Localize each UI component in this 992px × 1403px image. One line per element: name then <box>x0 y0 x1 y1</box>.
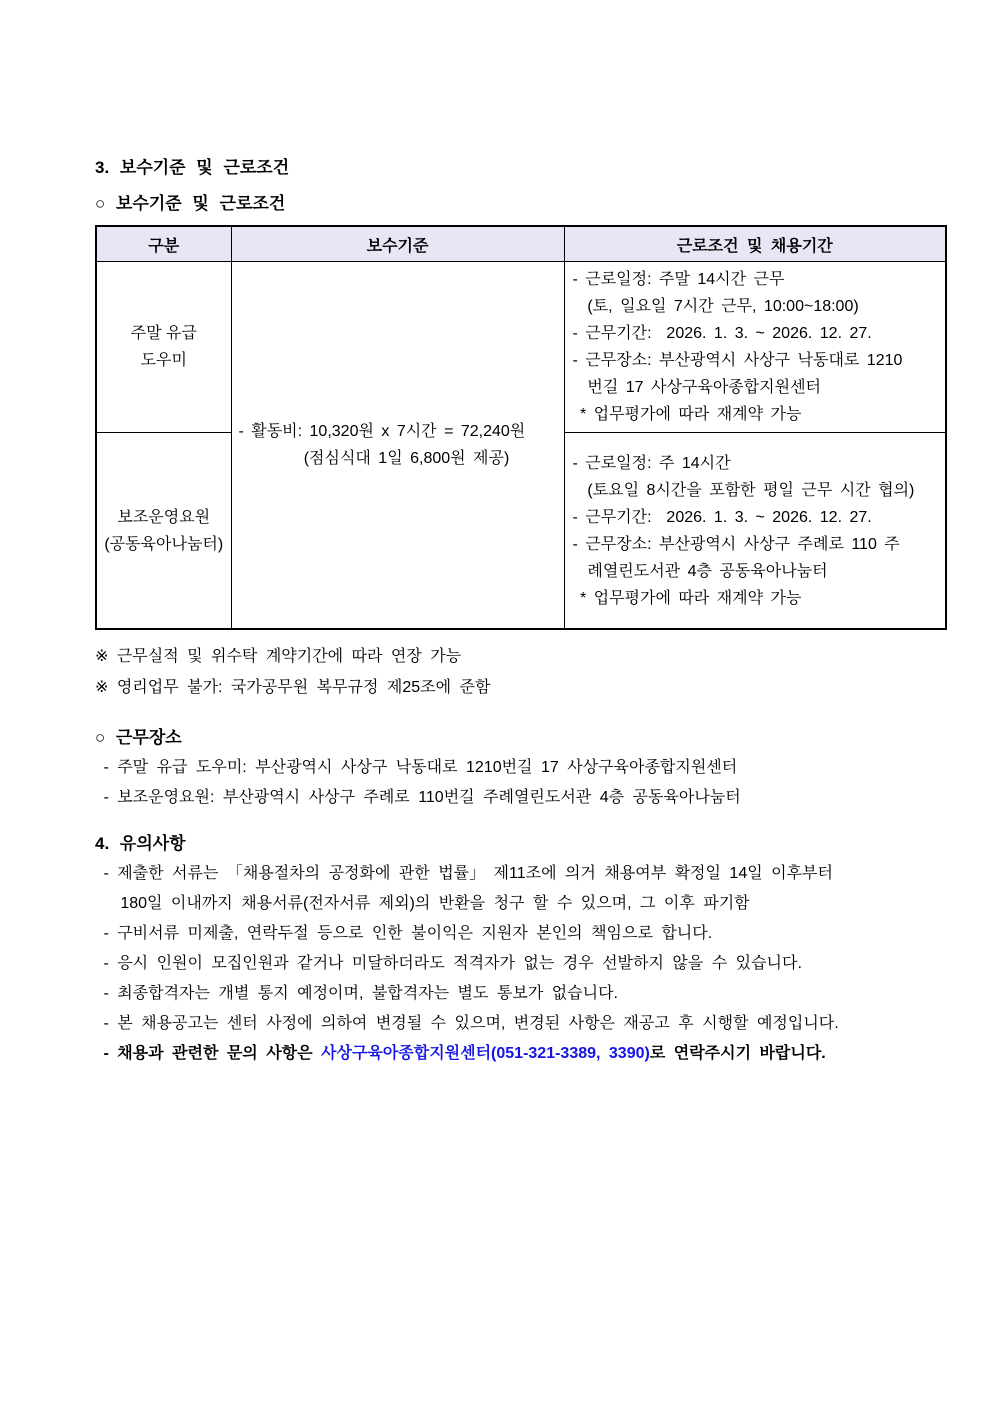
pay-standard-cell <box>231 262 564 630</box>
table-note-no-profit: ※ 영리업무 불가: 국가공무원 복무규정 제25조에 준함 <box>95 679 491 696</box>
notice-item-missing-documents: - 구비서류 미제출, 연락두절 등으로 인한 불이익은 지원자 본인의 책임으로 합니다. <box>95 925 713 942</box>
col-header-work-conditions: 근로조건 및 채용기간 <box>564 226 946 262</box>
condition-line: * 업무평가에 따라 재계약 가능 <box>572 406 802 423</box>
category-line: 도우미 <box>140 352 187 369</box>
category-cell-assistant-staff <box>96 433 231 630</box>
category-line: (공동육아나눔터) <box>104 535 224 553</box>
condition-line: (토, 일요일 7시간 근무, 10:00~18:00) <box>572 298 859 315</box>
condition-line: 례열린도서관 4층 공동육아나눔터 <box>572 562 828 580</box>
table-header-row <box>96 226 946 262</box>
section-3-heading: 3. 보수기준 및 근로조건 <box>95 158 290 177</box>
col-header-category: 구분 <box>96 226 231 262</box>
notice-item-individual-notice: - 최종합격자는 개별 통지 예정이며, 불합격자는 별도 통보가 없습니다. <box>95 985 618 1002</box>
pay-meal-allowance-line: (점심식대 1일 6,800원 제공) <box>303 450 510 467</box>
col-header-pay-standard: 보수기준 <box>231 226 564 262</box>
workplace-heading: ○ 근무장소 <box>95 728 182 747</box>
pay-conditions-subheading: ○ 보수기준 및 근로조건 <box>95 194 286 213</box>
condition-line: - 근로일정: 주말 14시간 근무 <box>572 271 785 288</box>
notice-item-no-suitable-candidate: - 응시 인원이 모집인원과 같거나 미달하더라도 적격자가 없는 경우 선발하지 않을 수 있습니다. <box>95 955 802 972</box>
condition-line: * 업무평가에 따라 재계약 가능 <box>572 589 802 607</box>
condition-line: (토요일 8시간을 포함한 평일 근무 시간 협의) <box>572 481 915 499</box>
condition-line: - 근무기간: 2026. 1. 3. ~ 2026. 12. 27. <box>572 325 872 342</box>
workplace-item-assistant-staff: - 보조운영요원: 부산광역시 사상구 주례로 110번길 주례열린도서관 4층 공동육아나눔터 <box>95 789 741 806</box>
notice-item-contact <box>95 1039 952 1069</box>
pay-amount-line: - 활동비: 10,320원 x 7시간 = 72,240원 <box>238 423 526 440</box>
table-row-weekend-helper <box>96 262 946 433</box>
conditions-cell-assistant-staff <box>564 433 946 630</box>
table-note-extension: ※ 근무실적 및 위수탁 계약기간에 따라 연장 가능 <box>95 648 462 665</box>
condition-line: 번길 17 사상구육아종합지원센터 <box>572 379 822 396</box>
condition-line: - 근무장소: 부산광역시 사상구 낙동대로 1210 <box>572 352 903 369</box>
notice-item-subject-to-change: - 본 채용공고는 센터 사정에 의하여 변경될 수 있으며, 변경된 사항은 재공고 후 시행할 예정입니다. <box>95 1015 839 1032</box>
condition-line: - 근로일정: 주 14시간 <box>572 454 731 472</box>
notice-item-document-return: - 제출한 서류는 「채용절차의 공정화에 관한 법률」 제11조에 의거 채용여부 확정일 14일 이후부터 <box>95 865 833 882</box>
condition-line: - 근무기간: 2026. 1. 3. ~ 2026. 12. 27. <box>572 508 872 526</box>
contact-prefix: - 채용과 관련한 문의 사항은 <box>95 1045 322 1062</box>
category-cell-weekend-helper <box>96 262 231 433</box>
table-notes <box>95 641 952 703</box>
pay-conditions-table <box>95 225 947 630</box>
contact-suffix: 로 연락주시기 바랍니다. <box>649 1045 826 1062</box>
category-line: 주말 유급 <box>130 325 197 342</box>
section-4-heading: 4. 유의사항 <box>95 834 186 853</box>
notice-item-document-return-cont: 180일 이내까지 채용서류(전자서류 제외)의 반환을 청구 할 수 있으며, 그 이후 파기함 <box>95 895 750 912</box>
category-line: 보조운영요원 <box>117 508 211 526</box>
condition-line: - 근무장소: 부산광역시 사상구 주례로 110 주 <box>572 535 900 553</box>
conditions-cell-weekend-helper <box>564 262 946 433</box>
contact-center-phone: 사상구육아종합지원센터(051-321-3389, 3390) <box>321 1045 650 1062</box>
workplace-item-weekend-helper: - 주말 유급 도우미: 부산광역시 사상구 낙동대로 1210번길 17 사상구육아종합지원센터 <box>95 759 738 776</box>
